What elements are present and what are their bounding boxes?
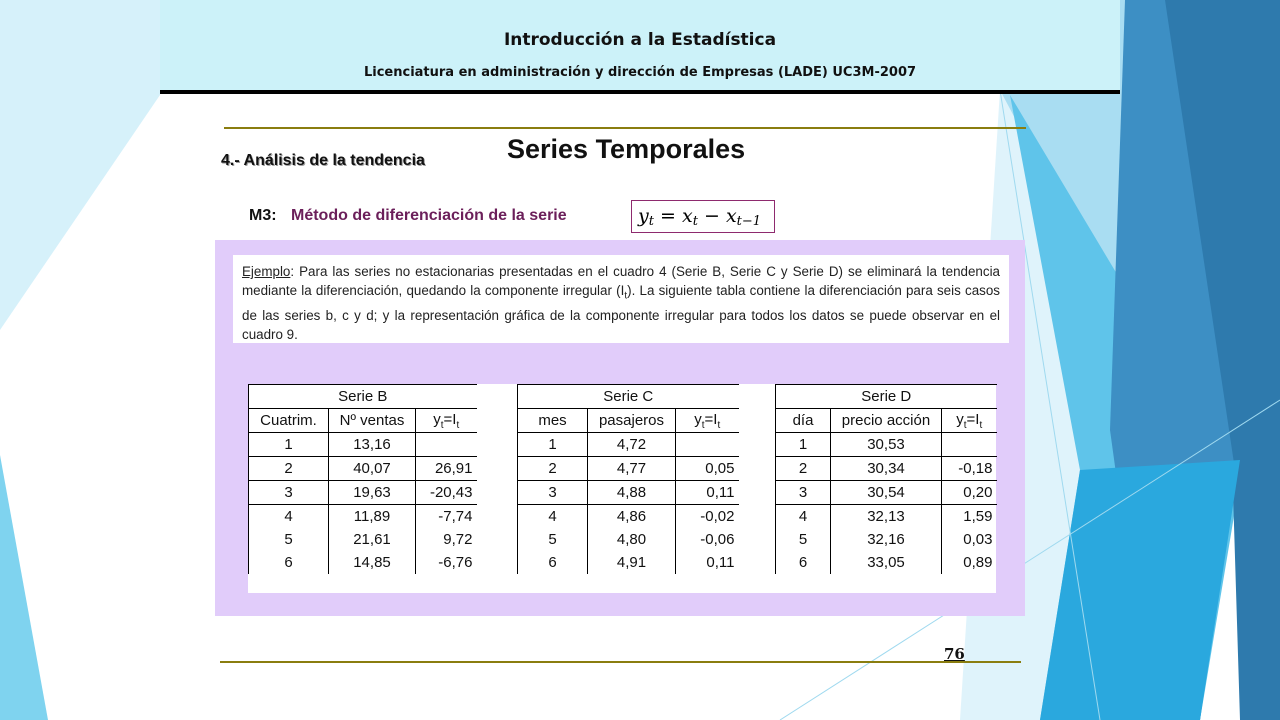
table-cell: 5 bbox=[249, 528, 329, 551]
table-cell: 40,07 bbox=[329, 457, 416, 481]
table-cell: 13,16 bbox=[329, 433, 416, 457]
table-row bbox=[518, 433, 739, 457]
table-cell: 6 bbox=[776, 551, 831, 574]
table-row bbox=[518, 505, 739, 529]
table-cell: 4,91 bbox=[588, 551, 676, 574]
example-text-part2: ). La siguiente tabla contiene la diferenciación para seis casos de las series b, c y d; y la representación gráfica de la componente irregular para todos los datos se puede observar en el cuadro 9. bbox=[242, 283, 1000, 342]
table-cell: -6,76 bbox=[438, 554, 473, 571]
table-row bbox=[776, 433, 997, 457]
table-cell bbox=[676, 433, 739, 457]
table-cell: -0,02 bbox=[700, 508, 735, 525]
formula-x1: x bbox=[681, 205, 693, 227]
column-header: $y_t=I_t$ bbox=[676, 409, 739, 433]
table-cell: 19,63 bbox=[329, 481, 416, 505]
table-cell: 1 bbox=[249, 433, 329, 457]
column-header: $y_t=I_t$ bbox=[942, 409, 997, 433]
table-cell: 6 bbox=[518, 551, 588, 574]
table-row bbox=[776, 481, 997, 505]
formula-x2-sub: t−1 bbox=[736, 214, 762, 229]
table-cell: 2 bbox=[776, 457, 831, 481]
column-header: precio acción bbox=[831, 409, 942, 433]
table-cell: 3 bbox=[249, 481, 329, 505]
table-cell: 4,88 bbox=[588, 481, 676, 505]
table-cell: 21,61 bbox=[329, 528, 416, 551]
table-title: Serie C bbox=[518, 385, 739, 409]
table-row bbox=[776, 528, 997, 551]
table-row bbox=[249, 433, 477, 457]
table-row bbox=[518, 457, 739, 481]
example-text bbox=[233, 255, 1009, 343]
formula-box bbox=[631, 200, 775, 233]
column-header: día bbox=[776, 409, 831, 433]
table-cell: 0,11 bbox=[706, 554, 735, 571]
left-triangle-light bbox=[0, 0, 160, 330]
table-cell: 1 bbox=[518, 433, 588, 457]
example-text-sub: t bbox=[624, 290, 628, 302]
example-text-part1: : Para las series no estacionarias presentadas en el cuadro 4 (Serie B, Serie C y Serie D) se eliminará la tendencia mediante la diferenciación, quedando la componente irregular (I bbox=[242, 264, 1000, 298]
table-title: Serie D bbox=[776, 385, 997, 409]
table-cell: 0,03 bbox=[963, 531, 993, 548]
table-cell: 30,34 bbox=[831, 457, 942, 481]
column-header: Cuatrim. bbox=[249, 409, 329, 433]
column-header: mes bbox=[518, 409, 588, 433]
table-cell: 1,59 bbox=[963, 508, 993, 525]
table-cell: -0,06 bbox=[700, 531, 735, 548]
table-cell: 2 bbox=[249, 457, 329, 481]
table-cell: 0,89 bbox=[963, 554, 993, 571]
table-row bbox=[776, 457, 997, 481]
course-title: Introducción a la Estadística bbox=[503, 30, 777, 50]
course-subtitle: Licenciatura en administración y dirección de Empresas (LADE) UC3M-2007 bbox=[363, 65, 917, 80]
column-header: pasajeros bbox=[588, 409, 676, 433]
table-cell: 4 bbox=[518, 505, 588, 529]
formula-minus: − bbox=[703, 205, 720, 227]
formula-lhs-sub: t bbox=[648, 214, 654, 229]
column-header: $y_t=I_t$ bbox=[416, 409, 477, 433]
table-cell: 0,05 bbox=[676, 457, 739, 481]
table-cell: -0,18 bbox=[942, 457, 997, 481]
method-label: M3: bbox=[249, 207, 277, 224]
top-divider bbox=[224, 127, 1026, 129]
left-triangle-blue bbox=[0, 455, 48, 720]
bottom-divider bbox=[220, 661, 1021, 663]
table-cell: 5 bbox=[776, 528, 831, 551]
table-cell: 3 bbox=[776, 481, 831, 505]
table-cell: -20,43 bbox=[416, 481, 477, 505]
table-cell: 5 bbox=[518, 528, 588, 551]
column-header: Nº ventas bbox=[329, 409, 416, 433]
table-cell: -7,74 bbox=[438, 508, 473, 525]
table-cell: 4,77 bbox=[588, 457, 676, 481]
table-cell: 26,91 bbox=[416, 457, 477, 481]
table-row bbox=[249, 505, 477, 529]
table-row bbox=[249, 481, 477, 505]
section-heading: 4.- Análisis de la tendencia bbox=[221, 152, 425, 169]
formula-equals: = bbox=[660, 205, 676, 227]
table-cell: 11,89 bbox=[329, 505, 416, 529]
table-cell: 6 bbox=[249, 551, 329, 574]
table-row bbox=[249, 457, 477, 481]
table-cell: 3 bbox=[518, 481, 588, 505]
serie-c-table bbox=[517, 384, 739, 574]
serie-b-table bbox=[248, 384, 477, 574]
table-cell: 9,72 bbox=[443, 531, 473, 548]
table-cell: 1 bbox=[776, 433, 831, 457]
table-row bbox=[776, 551, 997, 574]
formula-x1-sub: t bbox=[692, 214, 698, 229]
table-row bbox=[249, 528, 477, 551]
slide-title: Series Temporales bbox=[507, 134, 746, 164]
table-cell: 33,05 bbox=[831, 551, 942, 574]
formula-x2: x bbox=[725, 205, 737, 227]
method-name: Método de diferenciación de la serie bbox=[291, 207, 567, 224]
table-title: Serie B bbox=[249, 385, 477, 409]
table-row bbox=[518, 528, 739, 551]
table-cell: 4,80 bbox=[588, 528, 676, 551]
table-cell: 30,54 bbox=[831, 481, 942, 505]
table-cell: 4 bbox=[249, 505, 329, 529]
table-cell bbox=[416, 433, 477, 457]
table-cell: 14,85 bbox=[329, 551, 416, 574]
example-label: Ejemplo bbox=[242, 264, 291, 279]
table-row bbox=[776, 505, 997, 529]
table-cell: 2 bbox=[518, 457, 588, 481]
table-cell: 0,11 bbox=[676, 481, 739, 505]
table-cell: 0,20 bbox=[942, 481, 997, 505]
table-row bbox=[518, 551, 739, 574]
table-cell: 4,72 bbox=[588, 433, 676, 457]
table-cell: 30,53 bbox=[831, 433, 942, 457]
table-cell: 32,16 bbox=[831, 528, 942, 551]
page-number: 76 bbox=[944, 645, 965, 663]
formula-lhs: y bbox=[638, 205, 649, 227]
serie-d-table bbox=[775, 384, 997, 574]
table-cell: 4,86 bbox=[588, 505, 676, 529]
table-cell: 32,13 bbox=[831, 505, 942, 529]
table-row bbox=[249, 551, 477, 574]
table-row bbox=[518, 481, 739, 505]
table-cell: 4 bbox=[776, 505, 831, 529]
table-cell bbox=[942, 433, 997, 457]
